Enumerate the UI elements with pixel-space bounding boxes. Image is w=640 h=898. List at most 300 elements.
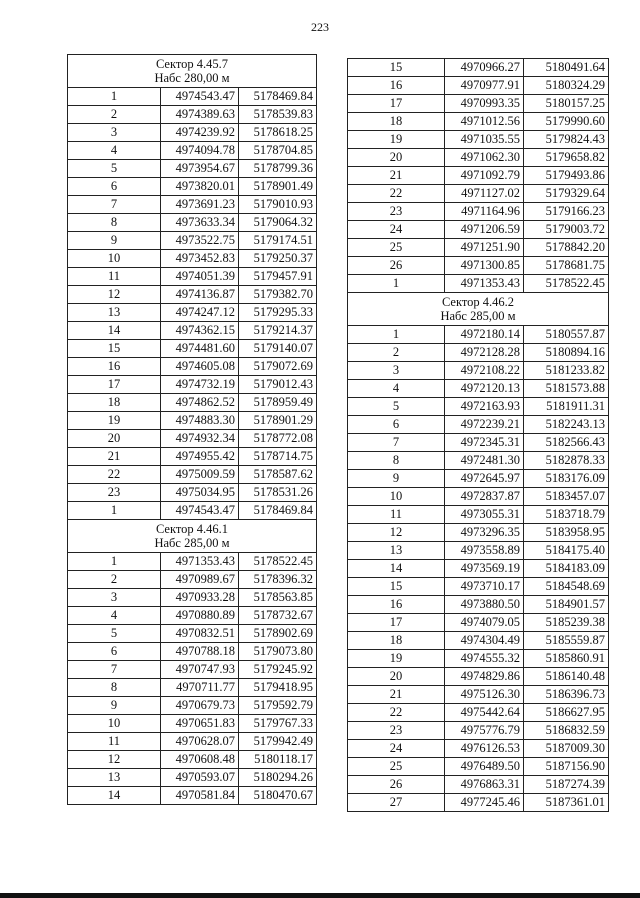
coordinate-y: 5179174.51: [239, 232, 317, 250]
point-number: 12: [68, 751, 161, 769]
coordinate-y: 5178901.29: [239, 412, 317, 430]
coordinate-x: 4970651.83: [161, 715, 239, 733]
point-number: 11: [68, 268, 161, 286]
coordinate-x: 4974079.05: [445, 614, 524, 632]
sector-header: [68, 520, 317, 553]
table-row: [68, 751, 317, 769]
coordinate-x: 4973633.34: [161, 214, 239, 232]
point-number: 17: [348, 95, 445, 113]
point-number: 5: [68, 160, 161, 178]
coordinate-x: 4970679.73: [161, 697, 239, 715]
coordinate-x: 4973296.35: [445, 524, 524, 542]
coordinate-x: 4973452.83: [161, 250, 239, 268]
table-row: [68, 502, 317, 520]
table-row: [348, 596, 609, 614]
sector-height: Набс 285,00 м: [154, 536, 230, 550]
coordinate-y: 5186627.95: [524, 704, 609, 722]
coordinate-y: 5186832.59: [524, 722, 609, 740]
table-row: [68, 322, 317, 340]
point-number: 22: [348, 704, 445, 722]
coordinate-x: 4970593.07: [161, 769, 239, 787]
coordinate-y: 5178563.85: [239, 589, 317, 607]
coordinate-y: 5179064.32: [239, 214, 317, 232]
right-coordinates-table-container: [347, 58, 608, 812]
sector-height: Набс 280,00 м: [154, 71, 230, 85]
coordinate-x: 4973820.01: [161, 178, 239, 196]
coordinate-x: 4974555.32: [445, 650, 524, 668]
table-row: [348, 185, 609, 203]
coordinate-x: 4970832.51: [161, 625, 239, 643]
point-number: 22: [348, 185, 445, 203]
coordinate-x: 4973880.50: [445, 596, 524, 614]
coordinate-x: 4970788.18: [161, 643, 239, 661]
table-row: [348, 542, 609, 560]
coordinate-y: 5180894.16: [524, 344, 609, 362]
coordinate-x: 4976863.31: [445, 776, 524, 794]
coordinate-y: 5178587.62: [239, 466, 317, 484]
table-row: [348, 167, 609, 185]
table-row: [348, 59, 609, 77]
point-number: 6: [348, 416, 445, 434]
coordinate-y: 5185559.87: [524, 632, 609, 650]
point-number: 8: [68, 214, 161, 232]
table-row: [68, 661, 317, 679]
point-number: 3: [68, 124, 161, 142]
point-number: 20: [68, 430, 161, 448]
sector-header-row: [68, 520, 317, 553]
coordinate-x: 4974389.63: [161, 106, 239, 124]
table-row: [348, 524, 609, 542]
point-number: 7: [68, 661, 161, 679]
table-row: [68, 250, 317, 268]
point-number: 26: [348, 776, 445, 794]
coordinate-x: 4970966.27: [445, 59, 524, 77]
coordinate-y: 5179418.95: [239, 679, 317, 697]
coordinate-y: 5179214.37: [239, 322, 317, 340]
coordinate-y: 5179942.49: [239, 733, 317, 751]
table-row: [68, 376, 317, 394]
point-number: 1: [68, 88, 161, 106]
coordinate-x: 4971300.85: [445, 257, 524, 275]
table-row: [348, 416, 609, 434]
table-row: [348, 77, 609, 95]
coordinate-x: 4974605.08: [161, 358, 239, 376]
coordinate-y: 5180470.67: [239, 787, 317, 805]
coordinate-x: 4970581.84: [161, 787, 239, 805]
coordinate-y: 5178396.32: [239, 571, 317, 589]
coordinate-x: 4970933.28: [161, 589, 239, 607]
coordinate-x: 4972120.13: [445, 380, 524, 398]
coordinate-y: 5178901.49: [239, 178, 317, 196]
point-number: 8: [68, 679, 161, 697]
table-row: [68, 340, 317, 358]
point-number: 5: [68, 625, 161, 643]
table-row: [348, 452, 609, 470]
table-row: [68, 607, 317, 625]
table-row: [68, 358, 317, 376]
coordinate-y: 5180157.25: [524, 95, 609, 113]
coordinate-y: 5183958.95: [524, 524, 609, 542]
table-row: [68, 484, 317, 502]
point-number: 21: [68, 448, 161, 466]
table-row: [348, 686, 609, 704]
table-row: [68, 625, 317, 643]
coordinate-y: 5179767.33: [239, 715, 317, 733]
coordinate-y: 5178732.67: [239, 607, 317, 625]
point-number: 3: [348, 362, 445, 380]
coordinate-x: 4975442.64: [445, 704, 524, 722]
coordinate-y: 5184901.57: [524, 596, 609, 614]
point-number: 25: [348, 758, 445, 776]
table-row: [348, 95, 609, 113]
point-number: 19: [348, 650, 445, 668]
coordinate-y: 5179824.43: [524, 131, 609, 149]
point-number: 1: [68, 502, 161, 520]
table-row: [68, 196, 317, 214]
table-row: [348, 344, 609, 362]
table-row: [348, 131, 609, 149]
point-number: 8: [348, 452, 445, 470]
coordinate-y: 5180118.17: [239, 751, 317, 769]
coordinate-y: 5179457.91: [239, 268, 317, 286]
coordinate-y: 5179295.33: [239, 304, 317, 322]
table-row: [68, 466, 317, 484]
coordinate-y: 5186396.73: [524, 686, 609, 704]
coordinate-x: 4975009.59: [161, 466, 239, 484]
coordinate-x: 4974051.39: [161, 268, 239, 286]
coordinate-y: 5178704.85: [239, 142, 317, 160]
table-row: [68, 697, 317, 715]
coordinate-x: 4975034.95: [161, 484, 239, 502]
table-row: [348, 113, 609, 131]
coordinate-x: 4977245.46: [445, 794, 524, 812]
sector-header: [348, 293, 609, 326]
table-row: [348, 470, 609, 488]
coordinate-y: 5185239.38: [524, 614, 609, 632]
coordinate-y: 5184175.40: [524, 542, 609, 560]
table-row: [348, 794, 609, 812]
point-number: 25: [348, 239, 445, 257]
table-row: [68, 88, 317, 106]
coordinate-y: 5183718.79: [524, 506, 609, 524]
point-number: 23: [348, 722, 445, 740]
table-row: [348, 257, 609, 275]
point-number: 16: [348, 596, 445, 614]
coordinate-x: 4971164.96: [445, 203, 524, 221]
table-row: [68, 142, 317, 160]
table-row: [68, 160, 317, 178]
coordinate-x: 4972837.87: [445, 488, 524, 506]
coordinate-x: 4973558.89: [445, 542, 524, 560]
table-row: [348, 578, 609, 596]
point-number: 14: [68, 322, 161, 340]
coordinate-y: 5187361.01: [524, 794, 609, 812]
coordinate-x: 4971092.79: [445, 167, 524, 185]
coordinate-y: 5178714.75: [239, 448, 317, 466]
coordinate-x: 4970628.07: [161, 733, 239, 751]
table-row: [68, 448, 317, 466]
coordinate-y: 5184183.09: [524, 560, 609, 578]
point-number: 15: [68, 340, 161, 358]
table-row: [348, 758, 609, 776]
point-number: 11: [68, 733, 161, 751]
coordinate-x: 4974247.12: [161, 304, 239, 322]
coordinate-x: 4972180.14: [445, 326, 524, 344]
coordinate-y: 5178522.45: [524, 275, 609, 293]
coordinate-y: 5178799.36: [239, 160, 317, 178]
point-number: 2: [68, 106, 161, 124]
table-row: [348, 326, 609, 344]
coordinate-y: 5178469.84: [239, 502, 317, 520]
coordinate-y: 5185860.91: [524, 650, 609, 668]
coordinate-x: 4971206.59: [445, 221, 524, 239]
table-row: [68, 571, 317, 589]
table-row: [68, 679, 317, 697]
point-number: 3: [68, 589, 161, 607]
point-number: 10: [348, 488, 445, 506]
point-number: 13: [68, 304, 161, 322]
point-number: 2: [348, 344, 445, 362]
coordinate-x: 4973691.23: [161, 196, 239, 214]
point-number: 13: [348, 542, 445, 560]
table-row: [68, 178, 317, 196]
point-number: 13: [68, 769, 161, 787]
sector-header: [68, 55, 317, 88]
coordinate-x: 4970880.89: [161, 607, 239, 625]
coordinate-x: 4971353.43: [161, 553, 239, 571]
coordinate-x: 4972108.22: [445, 362, 524, 380]
coordinate-x: 4974481.60: [161, 340, 239, 358]
coordinate-x: 4972163.93: [445, 398, 524, 416]
coordinate-x: 4976489.50: [445, 758, 524, 776]
sector-header-row: [68, 55, 317, 88]
table-row: [348, 239, 609, 257]
coordinate-x: 4972345.31: [445, 434, 524, 452]
coordinate-y: 5178531.26: [239, 484, 317, 502]
point-number: 6: [68, 178, 161, 196]
table-row: [68, 733, 317, 751]
table-row: [348, 203, 609, 221]
point-number: 4: [68, 607, 161, 625]
point-number: 22: [68, 466, 161, 484]
point-number: 2: [68, 571, 161, 589]
table-row: [348, 506, 609, 524]
point-number: 9: [68, 232, 161, 250]
point-number: 20: [348, 149, 445, 167]
coordinate-y: 5181233.82: [524, 362, 609, 380]
coordinate-y: 5179012.43: [239, 376, 317, 394]
sector-title: Сектор 4.45.7: [155, 57, 229, 71]
coordinate-x: 4973522.75: [161, 232, 239, 250]
point-number: 15: [348, 59, 445, 77]
coordinate-x: 4975776.79: [445, 722, 524, 740]
coordinate-y: 5180324.29: [524, 77, 609, 95]
coordinate-y: 5180557.87: [524, 326, 609, 344]
point-number: 24: [348, 221, 445, 239]
point-number: 9: [348, 470, 445, 488]
point-number: 18: [68, 394, 161, 412]
coordinate-y: 5178618.25: [239, 124, 317, 142]
coordinate-x: 4971251.90: [445, 239, 524, 257]
coordinate-y: 5178539.83: [239, 106, 317, 124]
coordinate-x: 4972239.21: [445, 416, 524, 434]
coordinate-x: 4972128.28: [445, 344, 524, 362]
point-number: 12: [68, 286, 161, 304]
coordinate-x: 4971353.43: [445, 275, 524, 293]
coordinate-y: 5178681.75: [524, 257, 609, 275]
coordinate-y: 5178772.08: [239, 430, 317, 448]
coordinate-y: 5179245.92: [239, 661, 317, 679]
table-row: [68, 412, 317, 430]
coordinate-y: 5179493.86: [524, 167, 609, 185]
coordinate-y: 5179010.93: [239, 196, 317, 214]
table-row: [348, 722, 609, 740]
coordinate-x: 4976126.53: [445, 740, 524, 758]
coordinate-x: 4970608.48: [161, 751, 239, 769]
coordinate-x: 4973954.67: [161, 160, 239, 178]
left-coordinates-table-container: [67, 54, 316, 805]
sector-height: Набс 285,00 м: [440, 309, 516, 323]
coordinate-x: 4971062.30: [445, 149, 524, 167]
table-row: [348, 560, 609, 578]
coordinate-x: 4971012.56: [445, 113, 524, 131]
point-number: 16: [68, 358, 161, 376]
table-row: [348, 149, 609, 167]
coordinate-x: 4972481.30: [445, 452, 524, 470]
coordinate-y: 5179072.69: [239, 358, 317, 376]
coordinate-y: 5179658.82: [524, 149, 609, 167]
table-row: [348, 668, 609, 686]
coordinate-x: 4970989.67: [161, 571, 239, 589]
table-row: [348, 614, 609, 632]
table-row: [348, 380, 609, 398]
point-number: 10: [68, 715, 161, 733]
coordinate-x: 4974094.78: [161, 142, 239, 160]
table-row: [348, 488, 609, 506]
coordinate-x: 4974543.47: [161, 88, 239, 106]
point-number: 17: [68, 376, 161, 394]
point-number: 23: [68, 484, 161, 502]
coordinate-y: 5183176.09: [524, 470, 609, 488]
table-row: [348, 362, 609, 380]
coordinate-x: 4971127.02: [445, 185, 524, 203]
point-number: 7: [68, 196, 161, 214]
point-number: 23: [348, 203, 445, 221]
coordinate-y: 5178959.49: [239, 394, 317, 412]
coordinate-y: 5186140.48: [524, 668, 609, 686]
coordinate-x: 4974543.47: [161, 502, 239, 520]
point-number: 5: [348, 398, 445, 416]
point-number: 26: [348, 257, 445, 275]
coordinate-x: 4972645.97: [445, 470, 524, 488]
point-number: 19: [348, 131, 445, 149]
coordinate-y: 5183457.07: [524, 488, 609, 506]
table-row: [348, 632, 609, 650]
coordinate-y: 5179990.60: [524, 113, 609, 131]
point-number: 14: [68, 787, 161, 805]
coordinate-x: 4974732.19: [161, 376, 239, 394]
coordinates-table-right: [347, 58, 609, 812]
coordinate-y: 5178469.84: [239, 88, 317, 106]
coordinate-y: 5178902.69: [239, 625, 317, 643]
point-number: 6: [68, 643, 161, 661]
coordinate-x: 4974304.49: [445, 632, 524, 650]
table-row: [68, 769, 317, 787]
coordinate-x: 4973569.19: [445, 560, 524, 578]
table-row: [68, 268, 317, 286]
point-number: 9: [68, 697, 161, 715]
point-number: 24: [348, 740, 445, 758]
point-number: 21: [348, 167, 445, 185]
table-row: [348, 650, 609, 668]
coordinate-y: 5182878.33: [524, 452, 609, 470]
table-row: [348, 275, 609, 293]
table-row: [68, 124, 317, 142]
point-number: 19: [68, 412, 161, 430]
page-number: 223: [311, 20, 329, 34]
table-row: [68, 589, 317, 607]
point-number: 4: [68, 142, 161, 160]
coordinate-x: 4974136.87: [161, 286, 239, 304]
table-row: [68, 643, 317, 661]
coordinate-x: 4973710.17: [445, 578, 524, 596]
table-row: [68, 715, 317, 733]
coordinate-y: 5179003.72: [524, 221, 609, 239]
coordinate-y: 5180491.64: [524, 59, 609, 77]
point-number: 4: [348, 380, 445, 398]
sector-title: Сектор 4.46.2: [441, 295, 515, 309]
table-row: [68, 553, 317, 571]
table-row: [348, 221, 609, 239]
coordinate-y: 5180294.26: [239, 769, 317, 787]
table-row: [68, 394, 317, 412]
coordinate-x: 4974362.15: [161, 322, 239, 340]
coordinates-table-left: [67, 54, 317, 805]
coordinate-y: 5179382.70: [239, 286, 317, 304]
table-row: [348, 398, 609, 416]
coordinate-y: 5179250.37: [239, 250, 317, 268]
coordinate-y: 5179073.80: [239, 643, 317, 661]
point-number: 17: [348, 614, 445, 632]
point-number: 27: [348, 794, 445, 812]
point-number: 10: [68, 250, 161, 268]
coordinate-x: 4974955.42: [161, 448, 239, 466]
coordinate-x: 4970977.91: [445, 77, 524, 95]
coordinate-y: 5179592.79: [239, 697, 317, 715]
coordinate-x: 4975126.30: [445, 686, 524, 704]
coordinate-x: 4970993.35: [445, 95, 524, 113]
coordinate-x: 4974829.86: [445, 668, 524, 686]
coordinate-x: 4974862.52: [161, 394, 239, 412]
table-row: [68, 286, 317, 304]
point-number: 12: [348, 524, 445, 542]
coordinate-x: 4974239.92: [161, 124, 239, 142]
table-row: [68, 430, 317, 448]
coordinate-x: 4970711.77: [161, 679, 239, 697]
point-number: 7: [348, 434, 445, 452]
point-number: 1: [348, 275, 445, 293]
point-number: 11: [348, 506, 445, 524]
coordinate-y: 5182566.43: [524, 434, 609, 452]
coordinate-y: 5187009.30: [524, 740, 609, 758]
coordinate-y: 5178842.20: [524, 239, 609, 257]
coordinate-x: 4971035.55: [445, 131, 524, 149]
point-number: 1: [348, 326, 445, 344]
coordinate-x: 4970747.93: [161, 661, 239, 679]
point-number: 18: [348, 113, 445, 131]
table-row: [68, 106, 317, 124]
point-number: 18: [348, 632, 445, 650]
